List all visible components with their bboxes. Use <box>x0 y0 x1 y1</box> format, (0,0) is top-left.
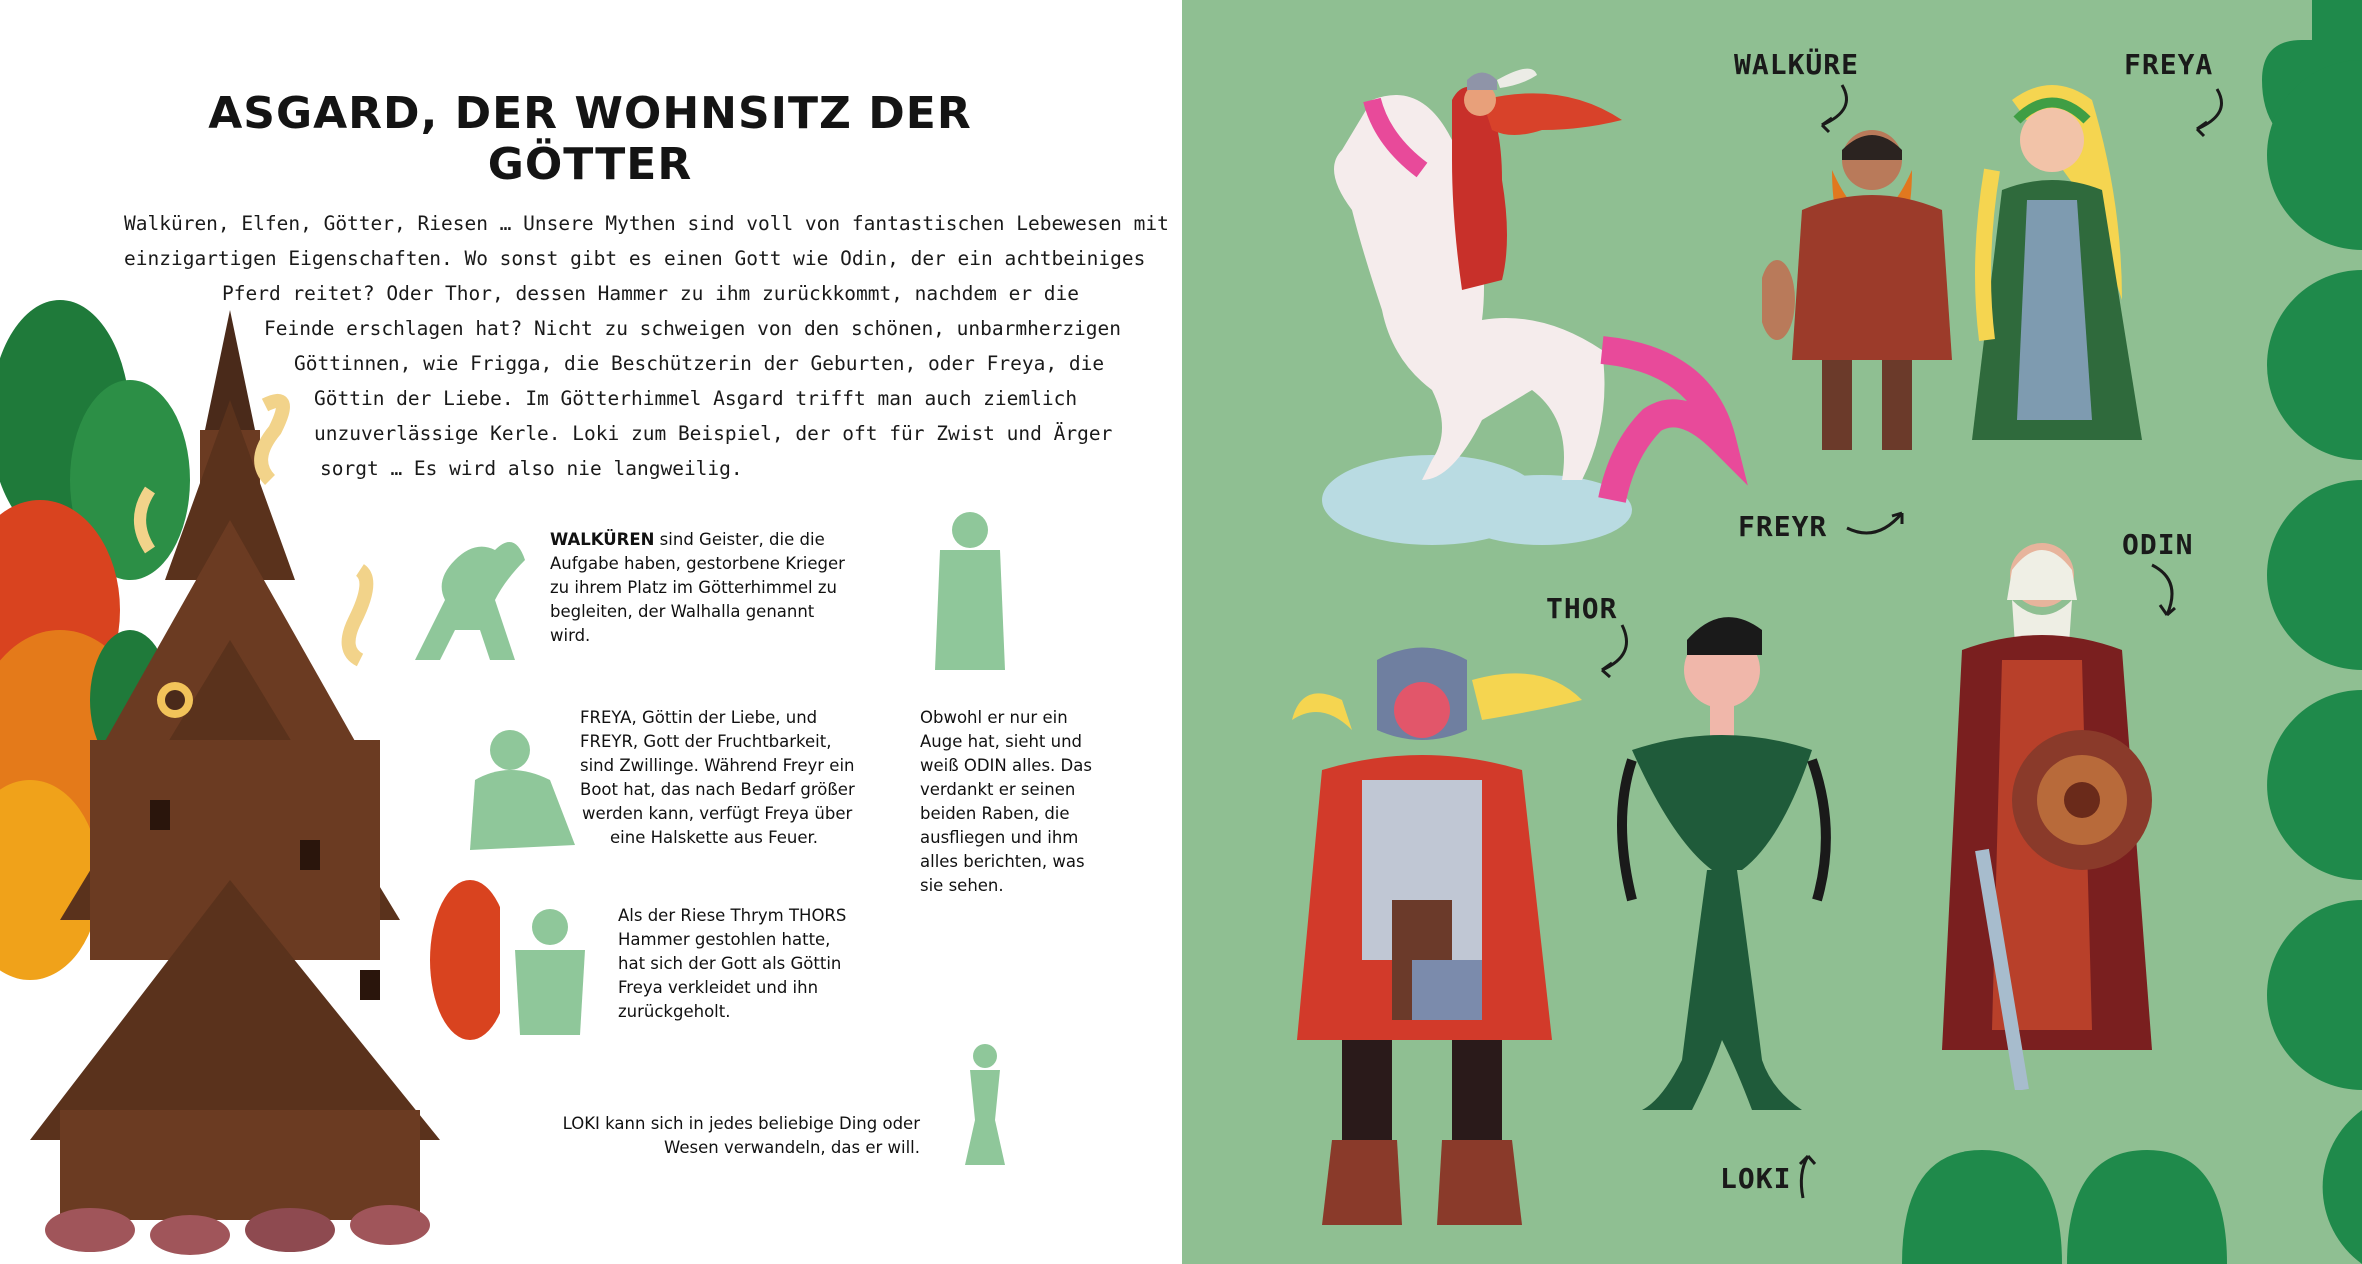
note-line: Obwohl er nur ein <box>920 708 1068 727</box>
odin-silhouette <box>925 505 1015 675</box>
note-line: verdankt er seinen <box>920 780 1076 799</box>
note-loki <box>530 1112 920 1160</box>
freya-freyr-silhouette <box>455 725 590 855</box>
label-loki: LOKI <box>1720 1162 1792 1195</box>
intro-line: Feinde erschlagen hat? Nicht zu schweigen von den schönen, unbarmherzigen <box>264 317 1122 340</box>
note-line: Freya verkleidet und ihn <box>618 978 819 997</box>
note-odin <box>920 706 1092 898</box>
note-line: Aufgabe haben, gestorbene Krieger <box>550 554 845 573</box>
note-line: alles berichten, was <box>920 852 1085 871</box>
note-keyword: WALKÜREN <box>550 530 655 549</box>
note-line: sind Geister, die die <box>654 530 825 549</box>
curved-arrow-icon <box>2182 84 2242 144</box>
odin-illustration <box>1922 530 2162 1090</box>
intro-line: unzuverlässige Kerle. Loki zum Beispiel, der oft für Zwist und Ärger <box>314 422 1113 445</box>
note-line: FREYA, Göttin der Liebe, und <box>580 708 818 727</box>
note-line: Hammer gestohlen hatte, <box>618 930 831 949</box>
note-line: wird. <box>550 626 591 645</box>
valkyrie-on-horse-illustration <box>1282 60 1802 560</box>
curved-arrow-icon <box>2142 560 2192 620</box>
note-line: Boot hat, das nach Bedarf größer <box>580 780 855 799</box>
note-line: Als der Riese Thrym THORS <box>618 906 847 925</box>
note-line: zu ihrem Platz im Götterhimmel zu <box>550 578 837 597</box>
valkyrie-silhouette <box>395 520 540 670</box>
intro-line: Göttinnen, wie Frigga, die Beschützerin der Geburten, oder Freya, die <box>294 352 1105 375</box>
decorative-bottom-mounds <box>1902 1130 2232 1264</box>
intro-line: Pferd reitet? Oder Thor, dessen Hammer zu ihm zurückkommt, nachdem er die <box>222 282 1080 305</box>
label-freya: FREYA <box>2124 48 2214 81</box>
label-thor: THOR <box>1546 592 1618 625</box>
note-line: Auge hat, sieht und <box>920 732 1083 751</box>
note-freya-freyr <box>580 706 855 850</box>
label-walkuere: WALKÜRE <box>1734 48 1860 81</box>
note-line: eine Halskette aus Feuer. <box>610 828 819 847</box>
note-line: weiß ODIN alles. Das <box>920 756 1092 775</box>
intro-line: Walküren, Elfen, Götter, Riesen … Unsere Mythen sind voll von fantastischen Lebewesen mit <box>124 212 1169 235</box>
page-title: ASGARD, DER WOHNSITZ DER GÖTTER <box>208 88 972 190</box>
note-walkueren <box>550 528 845 648</box>
stave-church-illustration <box>0 280 500 1264</box>
loki-silhouette <box>950 1040 1020 1170</box>
label-odin: ODIN <box>2122 528 2194 561</box>
note-line: zurückgeholt. <box>618 1002 731 1021</box>
intro-line: einzigartigen Eigenschaften. Wo sonst gibt es einen Gott wie Odin, der ein achtbeiniges <box>124 247 1146 270</box>
thor-silhouette <box>505 905 595 1045</box>
note-line: FREYR, Gott der Fruchtbarkeit, <box>580 732 832 751</box>
note-thor <box>618 904 846 1024</box>
right-page <box>1182 0 2362 1264</box>
label-freyr: FREYR <box>1738 510 1828 543</box>
note-line: hat sich der Gott als Göttin <box>618 954 842 973</box>
note-line: sind Zwillinge. Während Freyr ein <box>580 756 855 775</box>
note-line: sie sehen. <box>920 876 1004 895</box>
note-line: beiden Raben, die <box>920 804 1070 823</box>
curved-arrow-icon <box>1842 498 1912 548</box>
curved-arrow-icon <box>1788 1148 1828 1208</box>
thor-illustration <box>1282 640 1642 1230</box>
note-line: ausfliegen und ihm <box>920 828 1079 847</box>
curved-arrow-icon <box>1802 80 1862 140</box>
note-line: begleiten, der Walhalla genannt <box>550 602 815 621</box>
note-line: werden kann, verfügt Freya über <box>582 804 853 823</box>
intro-line: Göttin der Liebe. Im Götterhimmel Asgard trifft man auch ziemlich <box>314 387 1078 410</box>
note-line: Wesen verwandeln, das er will. <box>664 1138 920 1157</box>
curved-arrow-icon <box>1592 620 1642 680</box>
loki-illustration <box>1612 600 1852 1120</box>
note-line: LOKI kann sich in jedes beliebige Ding oder <box>562 1114 920 1133</box>
intro-line: sorgt … Es wird also nie langweilig. <box>320 457 743 480</box>
decorative-tabs <box>2222 0 2362 1264</box>
